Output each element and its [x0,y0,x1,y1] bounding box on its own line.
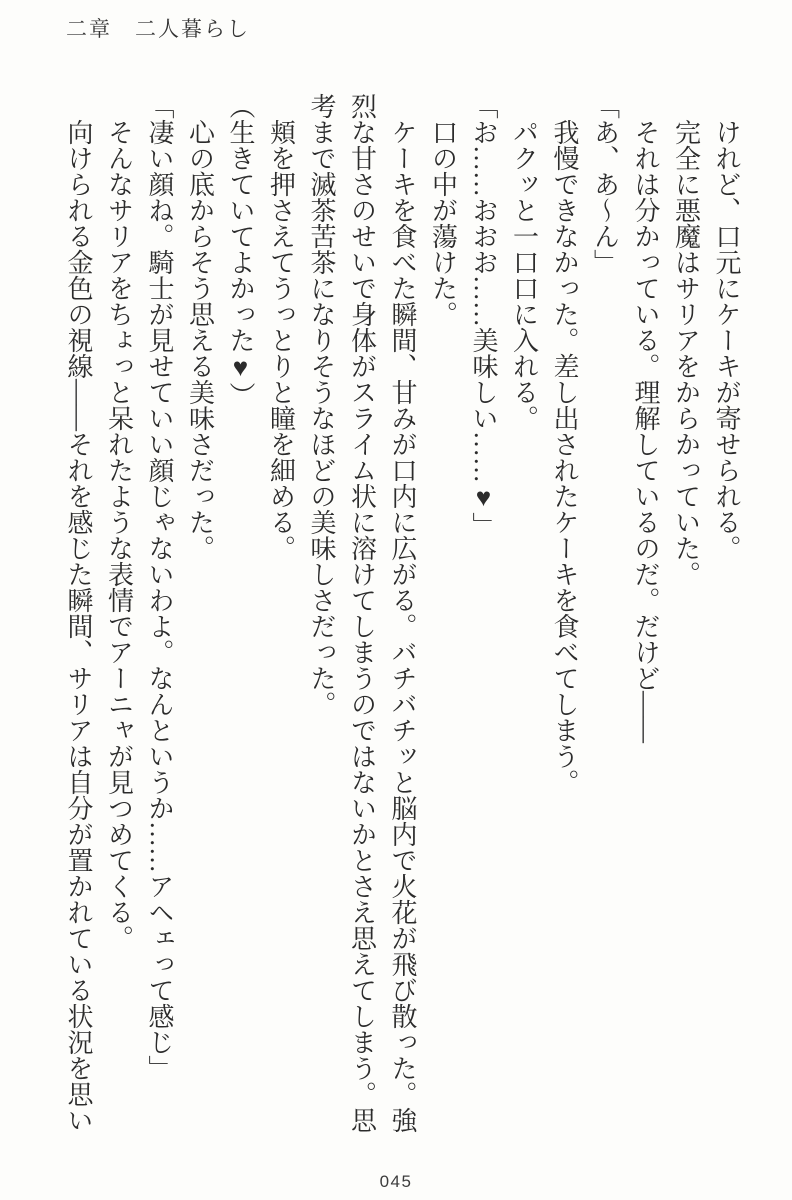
paragraph: 「凄い顔ね。騎士が見せていい顔じゃないわよ。なんというか……アヘェって感じ」 [145,93,174,1081]
paragraph: 口の中が蕩けた。 [428,119,458,327]
paragraph: ケーキを食べた瞬間、甘みが口内に広がる。バチバチッと脳内で火花が飛び散った。強烈な甘さのせいで身体がスライム状に溶けてしまうのではないかとさえ思えてしまう。思考まで滅茶苦茶になりそうなほどの美味しさだった。 [307,93,417,1133]
paragraph: けれど、口元にケーキが寄せられる。 [712,119,741,561]
paragraph: 向けられる金色の視線――それを感じた瞬間、サリアは自分が置かれている状況を思い [64,119,93,1133]
paragraph: そんなサリアをちょっと呆れたような表情でアーニャが見つめてくる。 [104,119,134,951]
paragraph: 「お……おおお……美味しい……♥」 [469,93,498,538]
body-text [58,93,747,1135]
paragraph: 頬を押さえてうっとりと瞳を細める。 [266,119,296,561]
paragraph: 「あ、あ～ん」 [590,93,620,275]
paragraph: パクッと一口口に入れる。 [509,119,539,431]
page-number: 045 [379,1172,413,1191]
paragraph: 完全に悪魔はサリアをからかっていた。 [671,119,701,587]
chapter-header: 二章 二人暮らし [66,17,250,41]
paragraph: （生きていてよかった♥） [226,93,255,408]
paragraph: それは分かっている。理解しているのだ。だけど―― [631,119,660,743]
paragraph: 我慢できなかった。差し出されたケーキを食べてしまう。 [550,119,579,795]
paragraph: 心の底からそう思える美味さだった。 [185,119,215,561]
